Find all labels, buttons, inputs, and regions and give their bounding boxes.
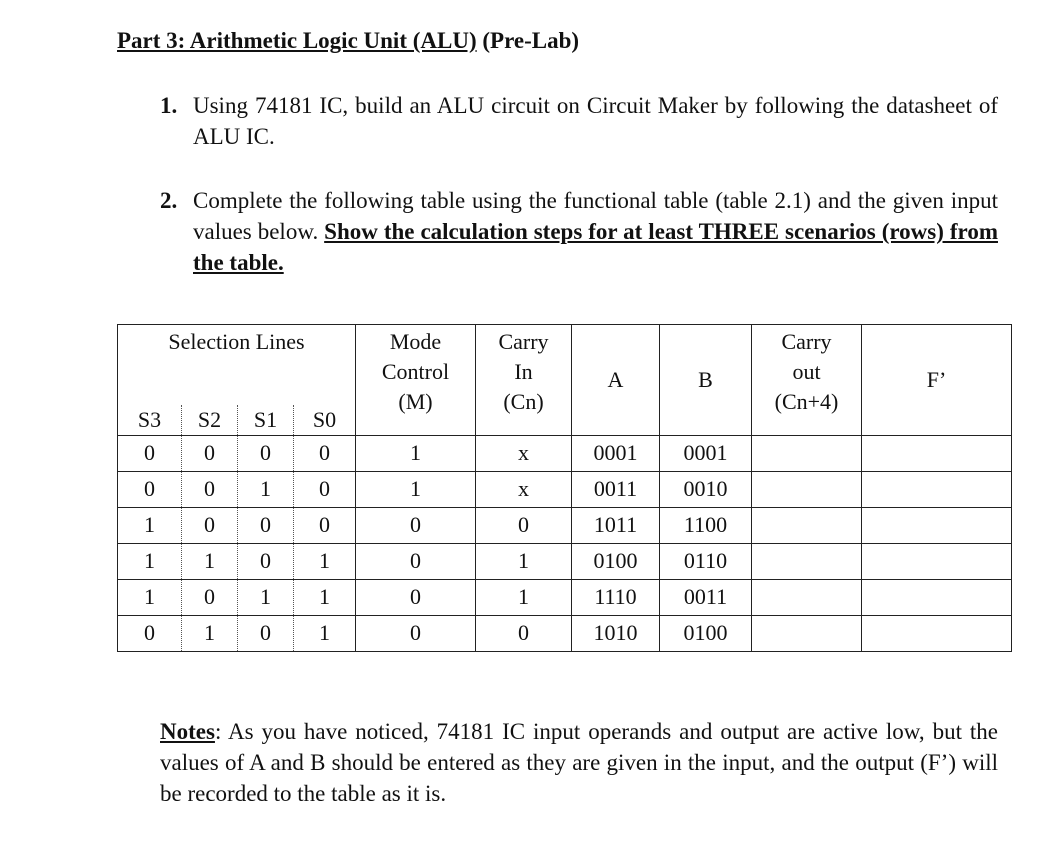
header-line: Carry	[498, 329, 549, 354]
table-body	[118, 435, 1012, 651]
cell-s3: 1	[118, 543, 182, 579]
cell-m: 1	[356, 471, 476, 507]
mode-control-header	[356, 325, 476, 436]
cell-s0: 1	[294, 579, 356, 615]
cell-s0: 1	[294, 615, 356, 651]
header-line: In	[514, 359, 533, 384]
notes-label: Notes	[160, 719, 215, 744]
header-row	[118, 325, 1012, 405]
instruction-item-1	[160, 90, 1000, 154]
cell-s0: 0	[294, 435, 356, 471]
cell-s3: 0	[118, 615, 182, 651]
cell-b: 0011	[660, 579, 752, 615]
b-header: B	[660, 325, 752, 436]
cell-a: 0011	[572, 471, 660, 507]
heading-part-title: Part 3: Arithmetic Logic Unit (ALU)	[117, 28, 477, 53]
cell-f[interactable]	[862, 507, 1012, 543]
cell-s2: 0	[182, 435, 238, 471]
cell-cn: x	[476, 471, 572, 507]
header-line: (M)	[398, 389, 433, 414]
cell-a: 1011	[572, 507, 660, 543]
header-line: out	[792, 359, 821, 384]
table-row	[118, 435, 1012, 471]
item-text-plain: Complete the following table using the functional table (table 2.1) and the given input values below.	[193, 188, 998, 244]
cell-s1: 1	[238, 579, 294, 615]
cell-a: 0001	[572, 435, 660, 471]
cell-f[interactable]	[862, 435, 1012, 471]
cell-carry-out[interactable]	[752, 543, 862, 579]
carry-in-header	[476, 325, 572, 436]
cell-s3: 1	[118, 579, 182, 615]
cell-b: 0001	[660, 435, 752, 471]
cell-s2: 1	[182, 543, 238, 579]
item-number: 2.	[160, 188, 178, 213]
cell-s0: 0	[294, 471, 356, 507]
header-line: Mode	[389, 329, 442, 354]
cell-s1: 0	[238, 615, 294, 651]
table-row	[118, 543, 1012, 579]
cell-s2: 0	[182, 507, 238, 543]
alu-function-table	[117, 324, 1012, 652]
cell-cn: 1	[476, 543, 572, 579]
cell-s3: 0	[118, 435, 182, 471]
cell-s2: 0	[182, 579, 238, 615]
cell-f[interactable]	[862, 579, 1012, 615]
cell-s1: 0	[238, 435, 294, 471]
header-line: (Cn+4)	[774, 389, 839, 414]
carry-out-header	[752, 325, 862, 436]
f-header: F’	[862, 325, 1012, 436]
item-text-emphasis: Show the calculation steps for at least THREE scenarios (rows) from the table.	[193, 219, 998, 275]
cell-cn: 1	[476, 579, 572, 615]
cell-m: 0	[356, 615, 476, 651]
cell-b: 1100	[660, 507, 752, 543]
cell-s1: 1	[238, 471, 294, 507]
cell-s3: 1	[118, 507, 182, 543]
cell-b: 0100	[660, 615, 752, 651]
cell-carry-out[interactable]	[752, 435, 862, 471]
selection-lines-header: Selection Lines	[118, 325, 356, 405]
cell-s0: 1	[294, 543, 356, 579]
cell-m: 1	[356, 435, 476, 471]
a-header: A	[572, 325, 660, 436]
cell-carry-out[interactable]	[752, 471, 862, 507]
s2-header: S2	[182, 405, 238, 436]
cell-a: 1010	[572, 615, 660, 651]
cell-s1: 0	[238, 543, 294, 579]
cell-m: 0	[356, 579, 476, 615]
item-text	[193, 185, 998, 278]
cell-cn: 0	[476, 615, 572, 651]
cell-m: 0	[356, 507, 476, 543]
cell-s2: 1	[182, 615, 238, 651]
cell-carry-out[interactable]	[752, 615, 862, 651]
item-number: 1.	[160, 93, 178, 118]
s3-header: S3	[118, 405, 182, 436]
header-line: (Cn)	[503, 389, 544, 414]
cell-f[interactable]	[862, 543, 1012, 579]
table-row	[118, 615, 1012, 651]
notes-text: : As you have noticed, 74181 IC input operands and output are active low, but the values of A and B should be entered as they are given in the input, and the output (F’) will be recorded to the table as it is.	[160, 719, 998, 806]
cell-m: 0	[356, 543, 476, 579]
header-line: Carry	[781, 329, 832, 354]
cell-cn: 0	[476, 507, 572, 543]
cell-cn: x	[476, 435, 572, 471]
s0-header: S0	[294, 405, 356, 436]
instruction-item-2	[160, 185, 1000, 280]
cell-carry-out[interactable]	[752, 507, 862, 543]
cell-s1: 0	[238, 507, 294, 543]
table-row	[118, 507, 1012, 543]
cell-s0: 0	[294, 507, 356, 543]
section-heading	[117, 28, 579, 54]
cell-carry-out[interactable]	[752, 579, 862, 615]
cell-b: 0110	[660, 543, 752, 579]
cell-f[interactable]	[862, 471, 1012, 507]
cell-b: 0010	[660, 471, 752, 507]
table-row	[118, 579, 1012, 615]
cell-a: 1110	[572, 579, 660, 615]
cell-s3: 0	[118, 471, 182, 507]
table-row	[118, 471, 1012, 507]
notes-paragraph	[160, 716, 998, 809]
heading-suffix: (Pre-Lab)	[476, 28, 580, 53]
cell-a: 0100	[572, 543, 660, 579]
cell-s2: 0	[182, 471, 238, 507]
item-text: Using 74181 IC, build an ALU circuit on Circuit Maker by following the datasheet of ALU IC.	[193, 93, 998, 149]
cell-f[interactable]	[862, 615, 1012, 651]
header-line: Control	[381, 359, 450, 384]
s1-header: S1	[238, 405, 294, 436]
